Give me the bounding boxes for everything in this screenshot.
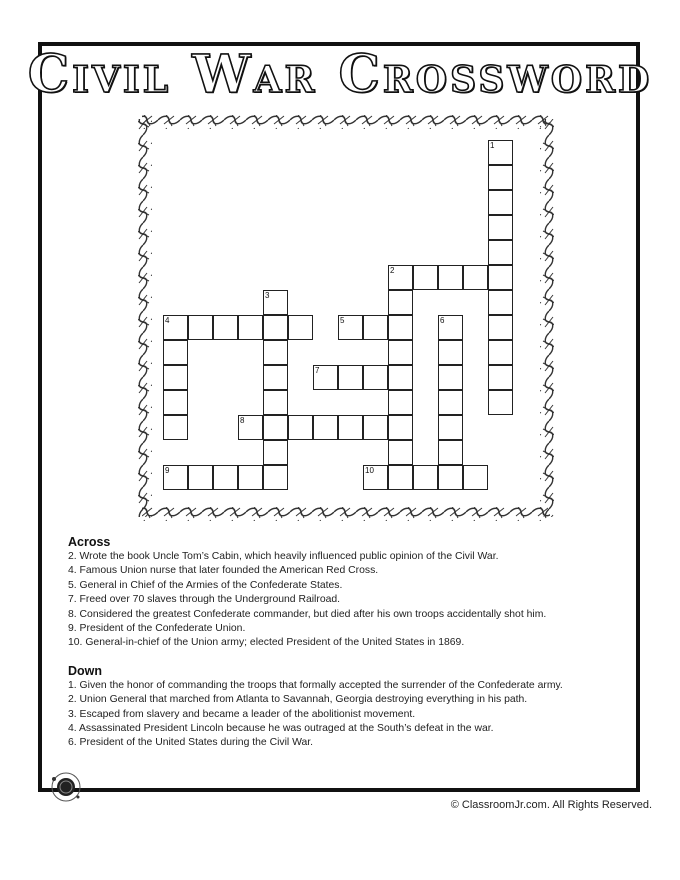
crossword-cell[interactable] [363,315,388,340]
across-clue: 4. Famous Union nurse that later founded the American Red Cross. [68,565,379,577]
crossword-cell[interactable] [463,465,488,490]
across-heading: Across [68,535,111,549]
crossword-cell[interactable] [163,365,188,390]
crossword-cell[interactable] [213,315,238,340]
crossword-cell[interactable] [488,290,513,315]
across-clue: 7. Freed over 70 slaves through the Underground Railroad. [68,594,341,606]
clue-number: 7 [315,366,320,375]
crossword-cell[interactable] [288,415,313,440]
crossword-cell[interactable] [338,365,363,390]
crossword-cell[interactable] [438,365,463,390]
crossword-cell[interactable] [488,315,513,340]
crossword-cell[interactable] [263,365,288,390]
crossword-cell[interactable] [163,415,188,440]
clue-number: 8 [240,416,245,425]
crossword-cell[interactable] [263,315,288,340]
crossword-cell[interactable] [488,165,513,190]
crossword-cell[interactable] [263,440,288,465]
copyright-notice: © ClassroomJr.com. All Rights Reserved. [450,799,652,811]
crossword-cell[interactable] [488,265,513,290]
crossword-cell[interactable] [213,465,238,490]
clue-number: 1 [490,141,495,150]
clue-number: 3 [265,291,270,300]
crossword-cell[interactable] [313,415,338,440]
crossword-cell[interactable] [238,315,263,340]
crossword-cell[interactable] [238,465,263,490]
crossword-cell[interactable] [488,365,513,390]
down-clue: 1. Given the honor of commanding the troops that formally accepted the surrender of the Confederate army. [68,679,563,691]
crossword-cell[interactable] [388,415,413,440]
crossword-cell[interactable] [188,315,213,340]
crossword-cell[interactable] [263,465,288,490]
down-heading: Down [68,663,103,678]
crossword-cell[interactable] [413,265,438,290]
crossword-cell[interactable] [388,290,413,315]
across-clue: 8. Considered the greatest Confederate commander, but died after his own troops accidentally shot him. [68,608,547,620]
clue-number: 4 [165,316,170,325]
crossword-cell[interactable] [263,415,288,440]
clue-number: 9 [165,466,170,475]
clue-number: 5 [340,316,345,325]
crossword-cell[interactable] [388,315,413,340]
crossword-cell[interactable] [163,390,188,415]
across-clue: 5. General in Chief of the Armies of the Confederate States. [68,579,343,591]
crossword-cell[interactable] [388,365,413,390]
page-title: Civil War Crossword [27,44,653,105]
across-clue: 9. President of the Confederate Union. [68,623,246,635]
crossword-cell[interactable] [488,390,513,415]
site-logo [50,771,82,803]
across-clue: 2. Wrote the book Uncle Tom’s Cabin, which heavily influenced public opinion of the Civil War. [68,551,499,562]
down-clue: 2. Union General that marched from Atlanta to Savannah, Georgia destroying everything in his path. [68,694,528,706]
clue-number: 6 [440,316,445,325]
crossword-cell[interactable] [438,415,463,440]
crossword-cell[interactable] [263,390,288,415]
across-clue: 10. General-in-chief of the Union army; elected President of the United States in 1869. [68,637,465,649]
crossword-cell[interactable] [163,340,188,365]
crossword-cell[interactable] [438,440,463,465]
crossword-cell[interactable] [438,465,463,490]
down-clue: 3. Escaped from slavery and became a leader of the abolitionist movement. [68,708,416,720]
crossword-cell[interactable] [463,265,488,290]
down-clue: 6. President of the United States during the Civil War. [68,737,314,749]
crossword-cell[interactable] [388,465,413,490]
clue-number: 10 [365,466,374,475]
clues-section [68,534,668,751]
clue-number: 2 [390,266,395,275]
crossword-cell[interactable] [488,190,513,215]
crossword-cell[interactable] [438,265,463,290]
crossword-cell[interactable] [388,390,413,415]
crossword-cell[interactable] [363,415,388,440]
crossword-cell[interactable] [263,340,288,365]
down-clue: 4. Assassinated President Lincoln because he was outraged at the South’s defeat in the war. [68,723,494,735]
crossword-cell[interactable] [388,440,413,465]
crossword-cell[interactable] [488,215,513,240]
crossword-cell[interactable] [438,390,463,415]
crossword-cell[interactable] [488,240,513,265]
crossword-cell[interactable] [388,340,413,365]
crossword-cell[interactable] [488,340,513,365]
crossword-cell[interactable] [188,465,213,490]
crossword-cell[interactable] [438,340,463,365]
crossword-cell[interactable] [338,415,363,440]
crossword-cell[interactable] [413,465,438,490]
crossword-cell[interactable] [363,365,388,390]
crossword-cell[interactable] [288,315,313,340]
